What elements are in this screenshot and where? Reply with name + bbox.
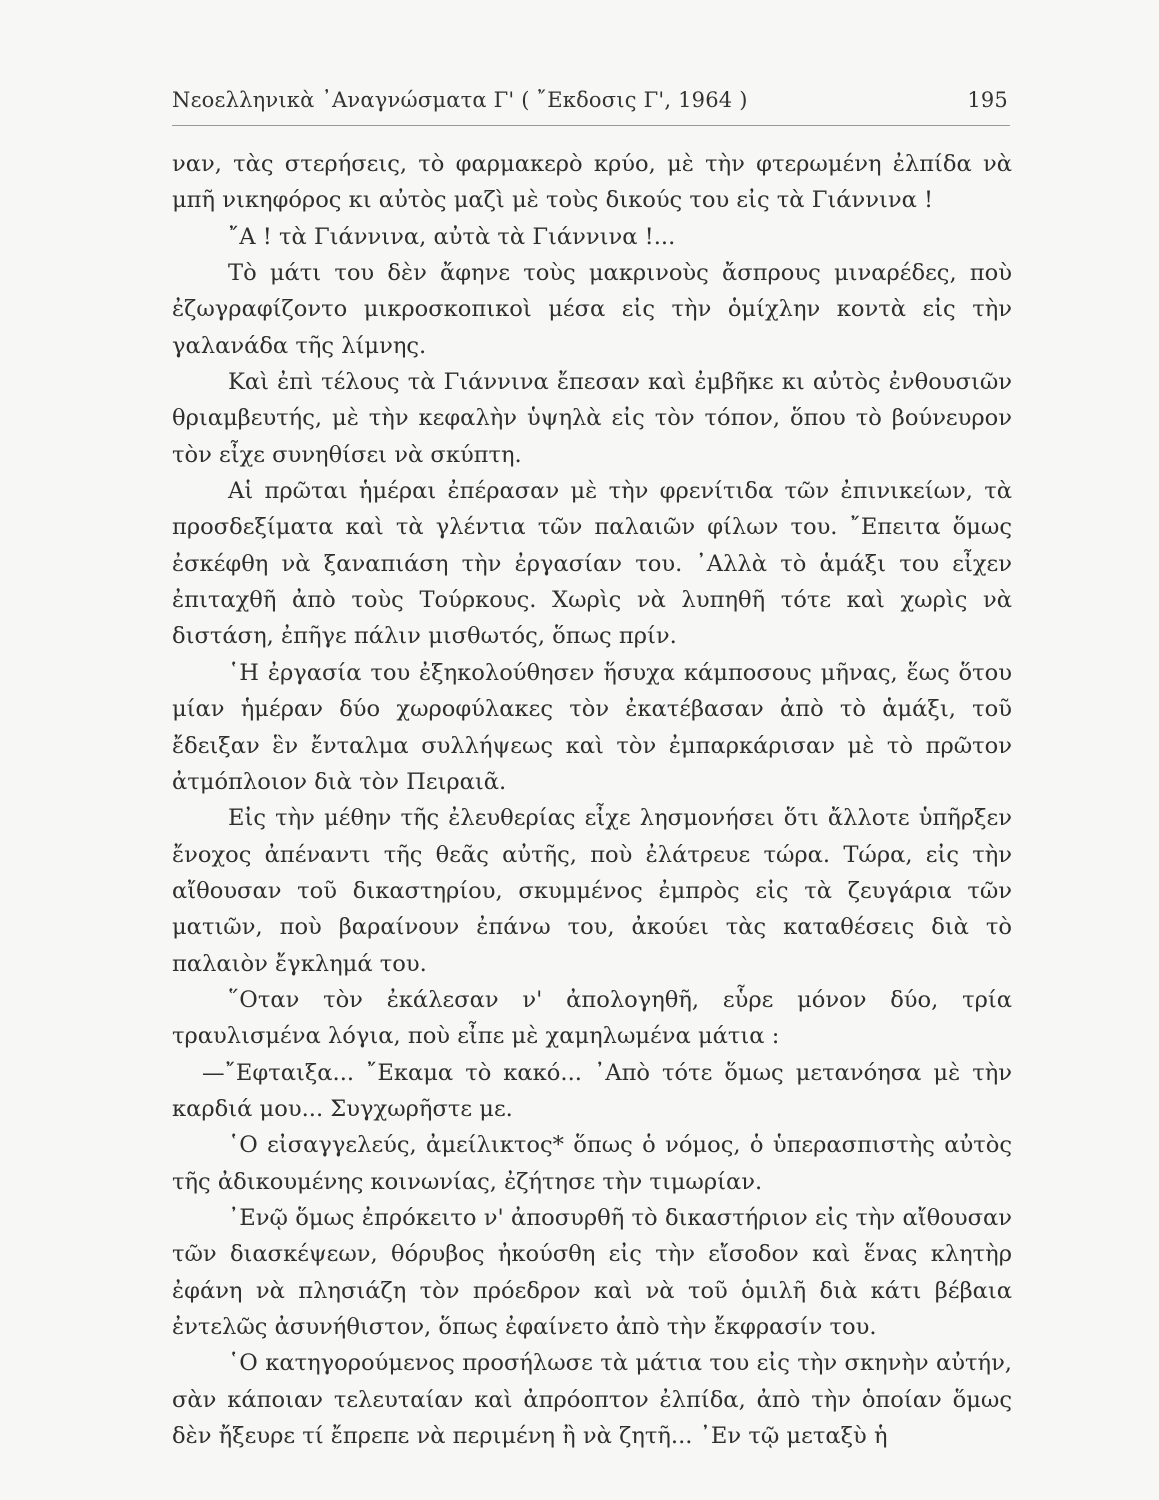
page-header (172, 88, 1008, 120)
paragraph: Αἱ πρῶται ἡμέραι ἐπέρασαν μὲ τὴν φρενίτιδα τῶν ἐπινικείων, τὰ προσδεξίματα καὶ τὰ γλέντια τῶν παλαιῶν φίλων του. ῎Επειτα ὅμως ἐσκέφθη νὰ ξαναπιάση τὴν ἐργασίαν του. ᾿Αλλὰ τὸ ἁμάξι του εἶχεν ἐπιταχθῆ ἀπὸ τοὺς Τούρκους. Χωρὶς νὰ λυπηθῆ τότε καὶ χωρὶς νὰ διστάση, ἐπῆγε πάλιν μισθωτός, ὅπως πρίν. (172, 478, 1012, 650)
page-number: 195 (967, 88, 1008, 112)
paragraph: Καὶ ἐπὶ τέλους τὰ Γιάννινα ἔπεσαν καὶ ἐμβῆκε κι αὐτὸς ἐνθουσιῶν θριαμβευτής, μὲ τὴν κεφαλὴν ὑψηλὰ εἰς τὸν τόπον, ὅπου τὸ βούνευρον τὸν εἶχε συνηθίσει νὰ σκύπτη. (172, 369, 1012, 468)
paragraph: Εἰς τὴν μέθην τῆς ἐλευθερίας εἶχε λησμονήσει ὅτι ἄλλοτε ὑπῆρξεν ἔνοχος ἀπέναντι τῆς θεᾶς αὐτῆς, ποὺ ἐλάτρευε τώρα. Τώρα, εἰς τὴν αἴθουσαν τοῦ δικαστηρίου, σκυμμένος ἐμπρὸς εἰς τὰ ζευγάρια τῶν ματιῶν, ποὺ βαραίνουν ἐπάνω του, ἀκούει τὰς καταθέσεις διὰ τὸ παλαιὸν ἔγκλημά του. (172, 805, 1012, 977)
paragraph: ναν, τὰς στερήσεις, τὸ φαρμακερὸ κρύο, μὲ τὴν φτερωμένη ἐλπίδα νὰ μπῆ νικηφόρος κι αὐτὸς μαζὶ μὲ τοὺς δικούς του εἰς τὰ Γιάννινα ! (172, 151, 1012, 214)
paragraph: ῞Οταν τὸν ἐκάλεσαν ν' ἀπολογηθῆ, εὗρε μόνον δύο, τρία τραυλισμένα λόγια, ποὺ εἶπε μὲ χαμηλωμένα μάτια : (172, 986, 1012, 1050)
running-title: Νεοελληνικὰ ᾿Αναγνώσματα Γ' ( ῎Εκδοσις Γ', 1964 ) (172, 88, 748, 112)
paragraph: Τὸ μάτι του δὲν ἄφηνε τοὺς μακρινοὺς ἄσπρους μιναρέδες, ποὺ ἐζωγραφίζοντο μικροσκοπικοὶ μέσα εἰς τὴν ὁμίχλην κοντὰ εἰς τὴν γαλανάδα τῆς λίμνης. (172, 260, 1012, 359)
body-text (172, 146, 1012, 1454)
header-rule (172, 125, 1010, 126)
dialogue-paragraph: —῎Εφταιξα... ῎Εκαμα τὸ κακό... ᾿Απὸ τότε ὅμως μετανόησα μὲ τὴν καρδιά μου... Συγχωρῆστε με. (172, 1059, 1012, 1122)
paragraph: ῾Ο εἰσαγγελεύς, ἀμείλικτος* ὅπως ὁ νόμος, ὁ ὑπερασπιστὴς αὐτὸς τῆς ἀδικουμένης κοινωνίας, ἐζήτησε τὴν τιμωρίαν. (172, 1132, 1012, 1195)
paragraph: ᾿Ενῷ ὅμως ἐπρόκειτο ν' ἀποσυρθῆ τὸ δικαστήριον εἰς τὴν αἴθουσαν τῶν διασκέψεων, θόρυβος ἠκούσθη εἰς τὴν εἴσοδον καὶ ἕνας κλητὴρ ἐφάνη νὰ πλησιάζη τὸν πρόεδρον καὶ νὰ τοῦ ὁμιλῆ διὰ κάτι βέβαια ἐντελῶς ἀσυνήθιστον, ὅπως ἐφαίνετο ἀπὸ τὴν ἔκφρασίν του. (172, 1204, 1012, 1340)
paragraph: ῎Α ! τὰ Γιάννινα, αὐτὰ τὰ Γιάννινα !... (228, 223, 676, 250)
paragraph: ῾Ο κατηγορούμενος προσήλωσε τὰ μάτια του εἰς τὴν σκηνὴν αὐτήν, σὰν κάποιαν τελευταίαν καὶ ἀπρόοπτον ἐλπίδα, ἀπὸ τὴν ὁποίαν ὅμως δὲν ἤξευρε τί ἔπρεπε νὰ περιμένη ἢ νὰ ζητῆ... ᾿Εν τῷ μεταξὺ ἡ (172, 1350, 1012, 1450)
paragraph: ῾Η ἐργασία του ἐξηκολούθησεν ἥσυχα κάμποσους μῆνας, ἕως ὅτου μίαν ἡμέραν δύο χωροφύλακες τὸν ἐκατέβασαν ἀπὸ τὸ ἁμάξι, τοῦ ἔδειξαν ἓν ἔνταλμα συλλήψεως καὶ τὸν ἐμπαρκάρισαν μὲ τὸ πρῶτον ἀτμόπλοιον διὰ τὸν Πειραιᾶ. (172, 659, 1012, 795)
